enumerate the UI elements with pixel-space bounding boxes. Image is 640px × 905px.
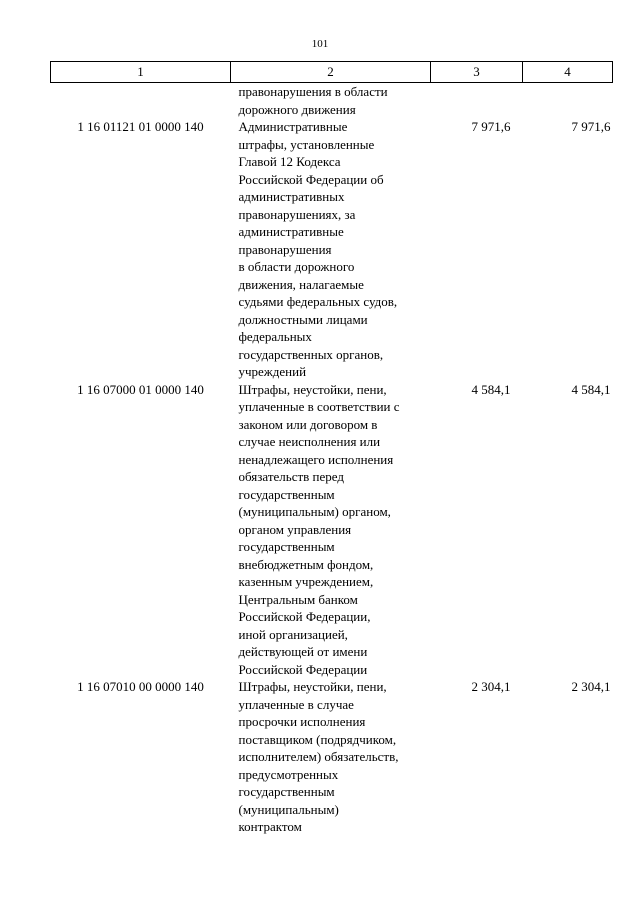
table-row xyxy=(51,678,613,836)
continuation-text: правонарушения в области дорожного движения xyxy=(238,84,388,117)
row-name: Штрафы, неустойки, пени, уплаченные в соответствии с законом или договором в случае неисполнения или ненадлежащего исполнения обязательств перед государственным (муниципальным) органом, органом управления государственным внебюджетным фондом, казенным учреждением, Центральным банком Российской Федерации, иной организацией, действующей от имени Российской Федерации xyxy=(238,381,400,677)
header-col-3: 3 xyxy=(431,62,523,83)
row-code: 1 16 07010 00 0000 140 xyxy=(77,679,204,694)
page-number: 101 xyxy=(311,38,329,50)
budget-table xyxy=(50,61,613,836)
table-row xyxy=(51,381,613,679)
row-name: Административные штрафы, установленные Главой 12 Кодекса Российской Федерации об административных правонарушениях, за административные правонарушения в области дорожного движения, налагаемые судьями федеральных судов, должностными лицами федеральных государственных органов, учреждений xyxy=(238,119,398,379)
row-name: Штрафы, неустойки, пени, уплаченные в случае просрочки исполнения поставщиком (подрядчиком, исполнителем) обязательств, предусмотренных государственным (муниципальным) контрактом xyxy=(238,679,399,834)
row-code: 1 16 01121 01 0000 140 xyxy=(77,119,204,134)
header-col-2: 2 xyxy=(231,62,431,83)
row-col4-value: 7 971,6 xyxy=(571,119,611,134)
continuation-code xyxy=(51,83,231,119)
row-col4-value: 4 584,1 xyxy=(571,381,611,397)
header-col-1: 1 xyxy=(51,62,231,83)
row-col3-value: 2 304,1 xyxy=(471,679,511,694)
row-code: 1 16 07000 01 0000 140 xyxy=(77,381,204,397)
row-col3-value: 7 971,6 xyxy=(471,119,511,134)
continuation-col3 xyxy=(431,83,523,119)
table-row xyxy=(51,118,613,381)
table-header-row xyxy=(51,62,613,83)
row-col4-value: 2 304,1 xyxy=(571,679,611,694)
continuation-col4 xyxy=(523,83,613,119)
header-col-4: 4 xyxy=(523,62,613,83)
continuation-row xyxy=(51,83,613,119)
row-col3-value: 4 584,1 xyxy=(471,381,511,397)
